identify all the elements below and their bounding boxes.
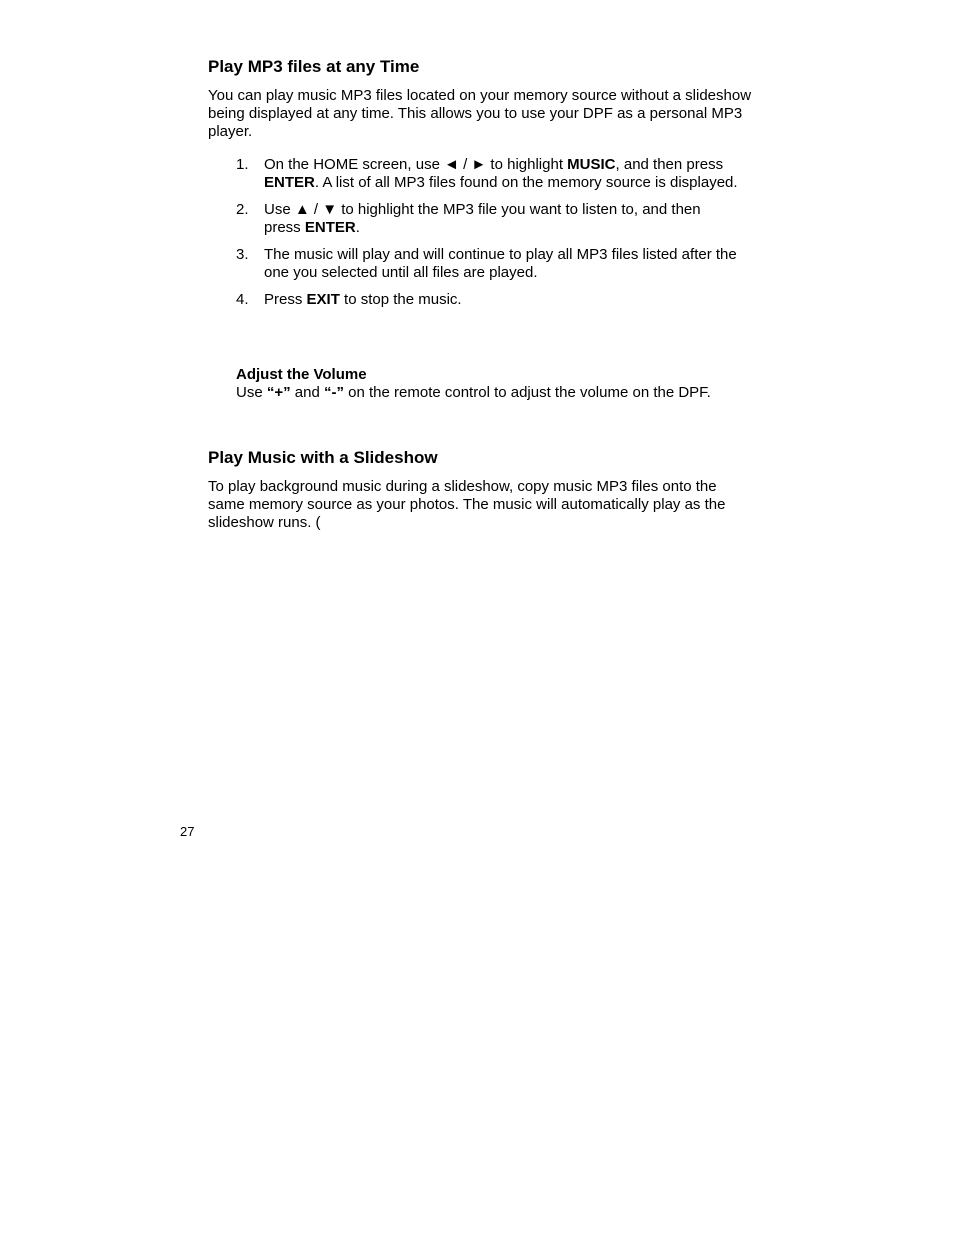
volume-text: Use — [236, 384, 267, 401]
subsection-title-volume: Adjust the Volume — [236, 366, 367, 383]
volume-instructions — [236, 384, 776, 402]
step-text: to stop the music. — [339, 291, 462, 308]
step-2 — [208, 201, 738, 237]
step-number: 2. — [236, 201, 249, 218]
step-text: Press — [264, 291, 307, 308]
step-text: On the HOME screen, use ◄ / ► to highlight — [264, 156, 568, 173]
section-body-slideshow-music: To play background music during a slideshow, copy music MP3 files onto the same memory source as your photos. The music will automatically play as the slideshow runs. ( — [208, 478, 726, 531]
step-1 — [208, 156, 738, 192]
step-text: Use ▲ / ▼ to highlight the MP3 file you want to listen to, and then press — [264, 201, 701, 236]
step-number: 4. — [236, 291, 249, 308]
volume-text: and — [290, 384, 324, 401]
volume-key-plus: “+” — [266, 384, 291, 401]
volume-text: on the remote control to adjust the volume on the DPF. — [343, 384, 711, 401]
step-4 — [208, 291, 738, 309]
step-key-enter: ENTER — [304, 219, 356, 236]
step-text: . A list of all MP3 files found on the memory source is displayed. — [314, 174, 738, 191]
step-number: 3. — [236, 246, 249, 263]
step-number: 1. — [236, 156, 249, 173]
volume-key-minus: “-” — [323, 384, 344, 401]
page-number: 27 — [180, 824, 195, 839]
step-text: . — [355, 219, 360, 236]
section-title-slideshow-music: Play Music with a Slideshow — [208, 448, 438, 467]
step-key-music: MUSIC — [567, 156, 616, 173]
step-text: The music will play and will continue to play all MP3 files listed after the one you selected until all files are played. — [264, 246, 737, 281]
section-title-play-mp3: Play MP3 files at any Time — [208, 57, 420, 76]
step-3 — [208, 246, 738, 282]
step-key-enter: ENTER — [264, 174, 315, 191]
section-intro-play-mp3: You can play music MP3 files located on your memory source without a slideshow being displayed at any time. This allows you to use your DPF as a personal MP3 player. — [208, 87, 752, 140]
step-key-exit: EXIT — [306, 291, 340, 308]
step-text: , and then press — [615, 156, 724, 173]
instruction-steps — [208, 156, 738, 318]
